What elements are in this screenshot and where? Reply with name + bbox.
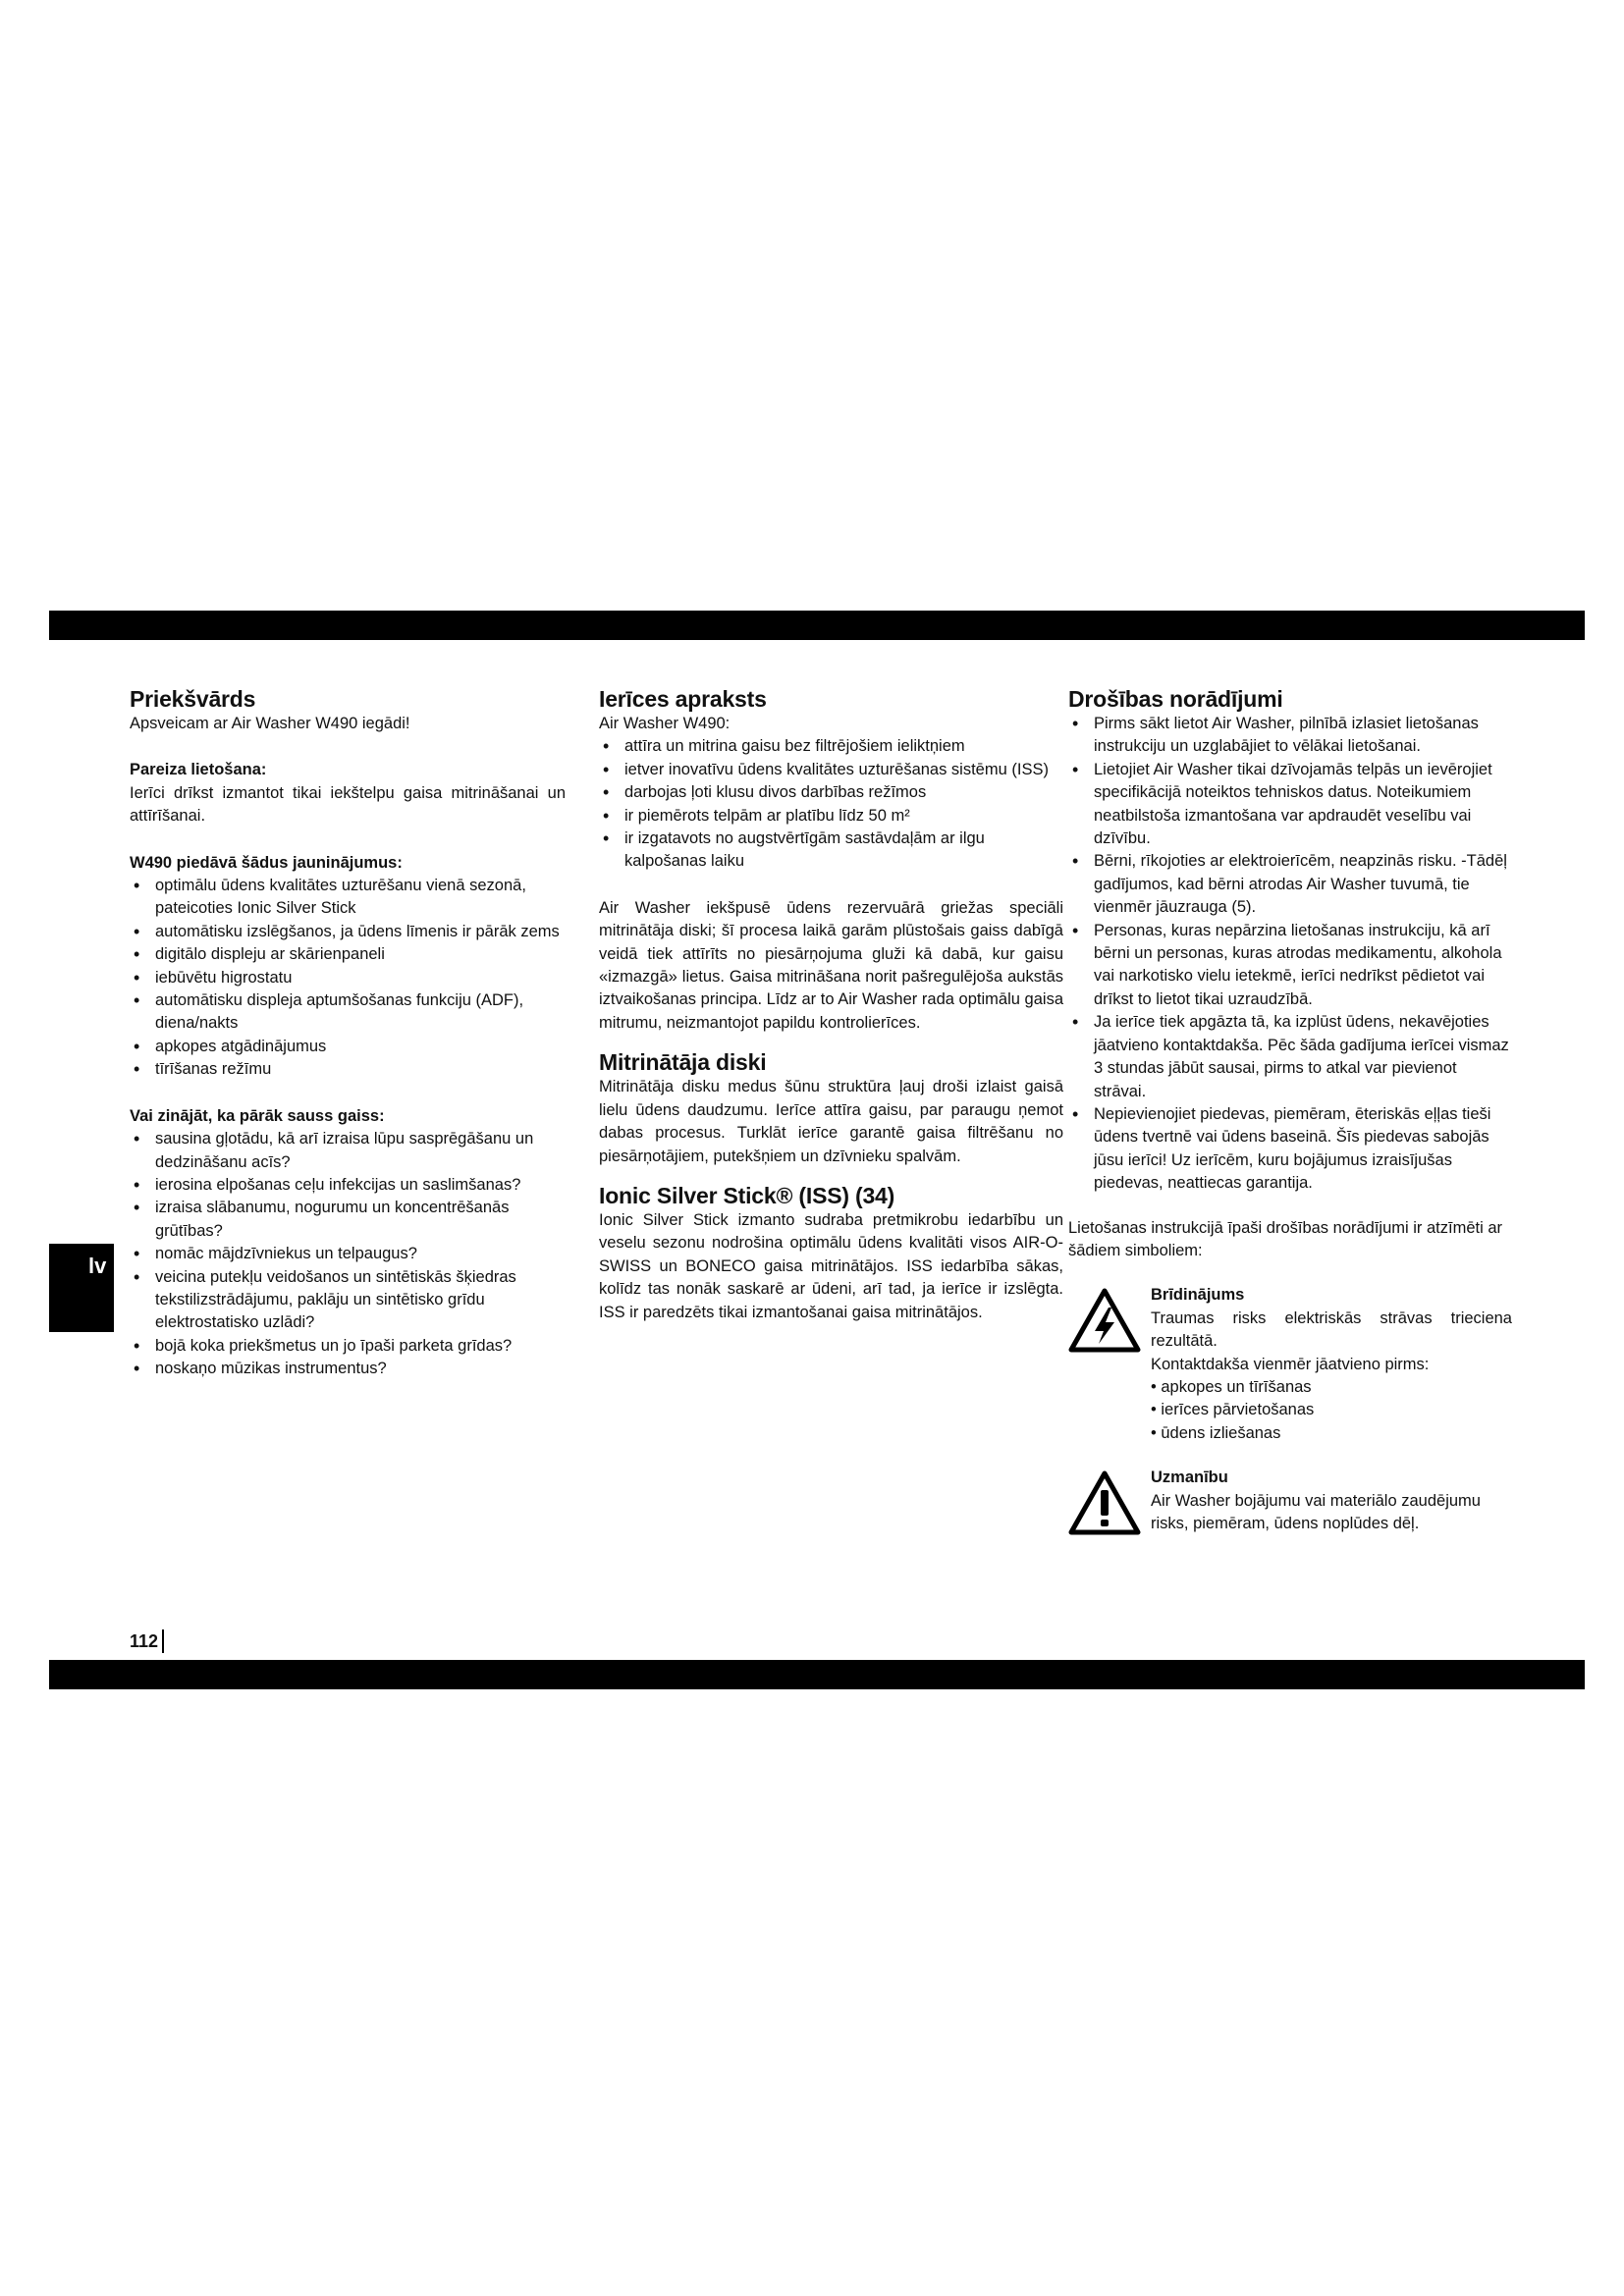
- top-black-bar: [49, 611, 1585, 640]
- list-item: • iebūvētu higrostatu: [130, 967, 566, 989]
- list-item: • izraisa slābanumu, nogurumu un koncentrēšanās grūtības?: [130, 1197, 566, 1243]
- list-item: • automātisku displeja aptumšošanas funkciju (ADF), diena/nakts: [130, 989, 566, 1036]
- description-paragraph: Air Washer iekšpusē ūdens rezervuārā griežas speciāli mitrinātāja diski; šī procesa laikā garām plūstošais gaiss dabīgā veidā tiek attīrīts no piesārņojuma gluži kā dabā, kur gaisu «izmazgā» lietus. Gaisa mitrināšana norit pašregulējoša aukstās iztvaikošanas principa. Līdz ar to Air Washer rada optimālu gaisa mitrumu, neizmantojot papildu kontrolierīces.: [599, 898, 1063, 1032]
- column-safety: [1068, 685, 1512, 1535]
- electric-warning-icon: [1068, 1288, 1141, 1353]
- iss-heading: Ionic Silver Stick® (ISS) (34): [599, 1182, 895, 1208]
- list-item: • ūdens izliešanas: [1151, 1423, 1281, 1442]
- language-tab: lv: [49, 1244, 114, 1332]
- caution-title: Uzmanību: [1151, 1468, 1228, 1487]
- column-preface: [130, 685, 566, 1381]
- correct-use-title: Pareiza lietošana:: [130, 761, 267, 779]
- features-title: W490 piedāvā šādus jauninājumus:: [130, 853, 403, 872]
- dry-air-list: [130, 1128, 566, 1380]
- column-device-description: [599, 685, 1063, 1324]
- discs-text: Mitrinātāja disku medus šūnu struktūra ļauj droši izlaist gaisā lielu ūdens daudzumu. Ierīce attīra gaisu, par paraugu ņemot dabas procesus. Turklāt ierīce garantē gaisa filtrēšanu no piesārņotājiem, putekšņiem un dzīvnieku spalvām.: [599, 1078, 1063, 1165]
- list-item: • Pirms sākt lietot Air Washer, pilnībā izlasiet lietošanas instrukciju un uzglabājiet to vēlākai lietošanai.: [1068, 713, 1512, 759]
- list-item: • Personas, kuras nepārzina lietošanas instrukciju, kā arī bērni un personas, kuras atrodas medikamentu, alkohola vai narkotisko vielu ietekmē, ierīci nedrīkst pēdietot vai drīkst to lietot tikai uzraudzībā.: [1068, 920, 1512, 1012]
- list-item: • ir piemērots telpām ar platību līdz 50 m²: [599, 805, 1063, 828]
- iss-text: Ionic Silver Stick izmanto sudraba pretmikrobu iedarbību un veselu sezonu nodrošina optimālu ūdens kvalitāti visos AIR-O-SWISS un BONECO gaisa mitrinātājos. ISS iedarbība sākas, kolīdz tas nonāk saskarē ar ūdeni, arī tad, ja ierīce ir izslēgta. ISS ir paredzēts tikai izmantošanai gaisa mitrinātājos.: [599, 1210, 1063, 1321]
- page-number: 112: [130, 1629, 164, 1653]
- list-item: • digitālo displeju ar skārienpaneli: [130, 943, 566, 966]
- warning-title: Brīdinājums: [1151, 1286, 1245, 1305]
- list-item: • apkopes un tīrīšanas: [1151, 1377, 1312, 1396]
- dry-air-title: Vai zinājāt, ka pārāk sauss gaiss:: [130, 1106, 385, 1125]
- bottom-black-bar: [49, 1660, 1585, 1689]
- list-item: • optimālu ūdens kvalitātes uzturēšanu vienā sezonā, pateicoties Ionic Silver Stick: [130, 875, 566, 921]
- list-item: • noskaņo mūzikas instrumentus?: [130, 1358, 566, 1380]
- preface-heading: Priekšvārds: [130, 686, 256, 712]
- caution-text: Air Washer bojājumu vai materiālo zaudējumu risks, piemēram, ūdens noplūdes dēļ.: [1151, 1491, 1481, 1532]
- list-item: • Nepievienojiet piedevas, piemēram, ēteriskās eļļas tieši ūdens tvertnē vai ūdens baseinā. Šīs piedevas sabojās jūsu ierīci! Uz ierīcēm, kuru bojājumus izraisījušas piedevas, neattiecas garantija.: [1068, 1103, 1512, 1196]
- list-item: • Bērni, rīkojoties ar elektroierīcēm, neapzinās risku. -Tādēļ gadījumos, kad bērni atrodas Air Washer tuvumā, tie vienmēr jāuzrauga (5).: [1068, 850, 1512, 919]
- list-item: • bojā koka priekšmetus un jo īpaši parketa grīdas?: [130, 1335, 566, 1358]
- safety-heading: Drošības norādījumi: [1068, 686, 1283, 712]
- list-item: • ierosina elpošanas ceļu infekcijas un saslimšanas?: [130, 1174, 566, 1197]
- correct-use-text: Ierīci drīkst izmantot tikai iekštelpu gaisa mitrināšanai un attīrīšanai.: [130, 783, 566, 826]
- list-item: • ietver inovatīvu ūdens kvalitātes uzturēšanas sistēmu (ISS): [599, 759, 1063, 781]
- list-item: • apkopes atgādinājumus: [130, 1036, 566, 1058]
- list-item: • Lietojiet Air Washer tikai dzīvojamās telpās un ievērojiet specifikācijā noteiktos tehniskos datus. Noteikumiem neatbilstoša izmantošana var apdraudēt veselību vai dzīvību.: [1068, 759, 1512, 851]
- list-item: • veicina putekļu veidošanos un sintētiskās šķiedras tekstilizstrādājumu, paklāju un sintētisko grīdu elektrostatisko uzlādi?: [130, 1266, 566, 1335]
- list-item: • ir izgatavots no augstvērtīgām sastāvdaļām ar ilgu kalpošanas laiku: [599, 828, 1063, 874]
- list-item: • tīrīšanas režīmu: [130, 1058, 566, 1081]
- list-item: • attīra un mitrina gaisu bez filtrējošiem ieliktņiem: [599, 735, 1063, 758]
- list-item: • ierīces pārvietošanas: [1151, 1401, 1315, 1419]
- warning-text: Traumas risks elektriskās strāvas trieciena rezultātā.: [1151, 1308, 1512, 1351]
- symbols-intro: Lietošanas instrukcijā īpaši drošības norādījumi ir atzīmēti ar šādiem simboliem:: [1068, 1218, 1503, 1259]
- list-item: • Ja ierīce tiek apgāzta tā, ka izplūst ūdens, nekavējoties jāatvieno kontaktdakša. Pēc šāda gadījuma ierīcei vismaz 3 stundas jābūt sausai, pirms to atkal var pievienot strāvai.: [1068, 1011, 1512, 1103]
- device-description-heading: Ierīces apraksts: [599, 686, 767, 712]
- safety-list: [1068, 713, 1512, 1196]
- preface-intro: Apsveicam ar Air Washer W490 iegādi!: [130, 715, 410, 732]
- description-list: [599, 735, 1063, 873]
- exclamation-warning-icon: [1068, 1470, 1141, 1535]
- warning-unplug: Kontaktdakša vienmēr jāatvieno pirms:: [1151, 1355, 1430, 1373]
- caution-block: [1068, 1467, 1512, 1535]
- list-item: • darbojas ļoti klusu divos darbības režīmos: [599, 781, 1063, 804]
- list-item: • automātisku izslēgšanos, ja ūdens līmenis ir pārāk zems: [130, 921, 566, 943]
- discs-heading: Mitrinātāja diski: [599, 1049, 767, 1076]
- list-item: • sausina gļotādu, kā arī izraisa lūpu sasprēgāšanu un dedzināšanu acīs?: [130, 1128, 566, 1174]
- warning-list: [1151, 1376, 1512, 1445]
- warning-block: [1068, 1284, 1512, 1445]
- features-list: [130, 875, 566, 1082]
- model-label: Air Washer W490:: [599, 715, 731, 732]
- list-item: • nomāc mājdzīvniekus un telpaugus?: [130, 1243, 566, 1265]
